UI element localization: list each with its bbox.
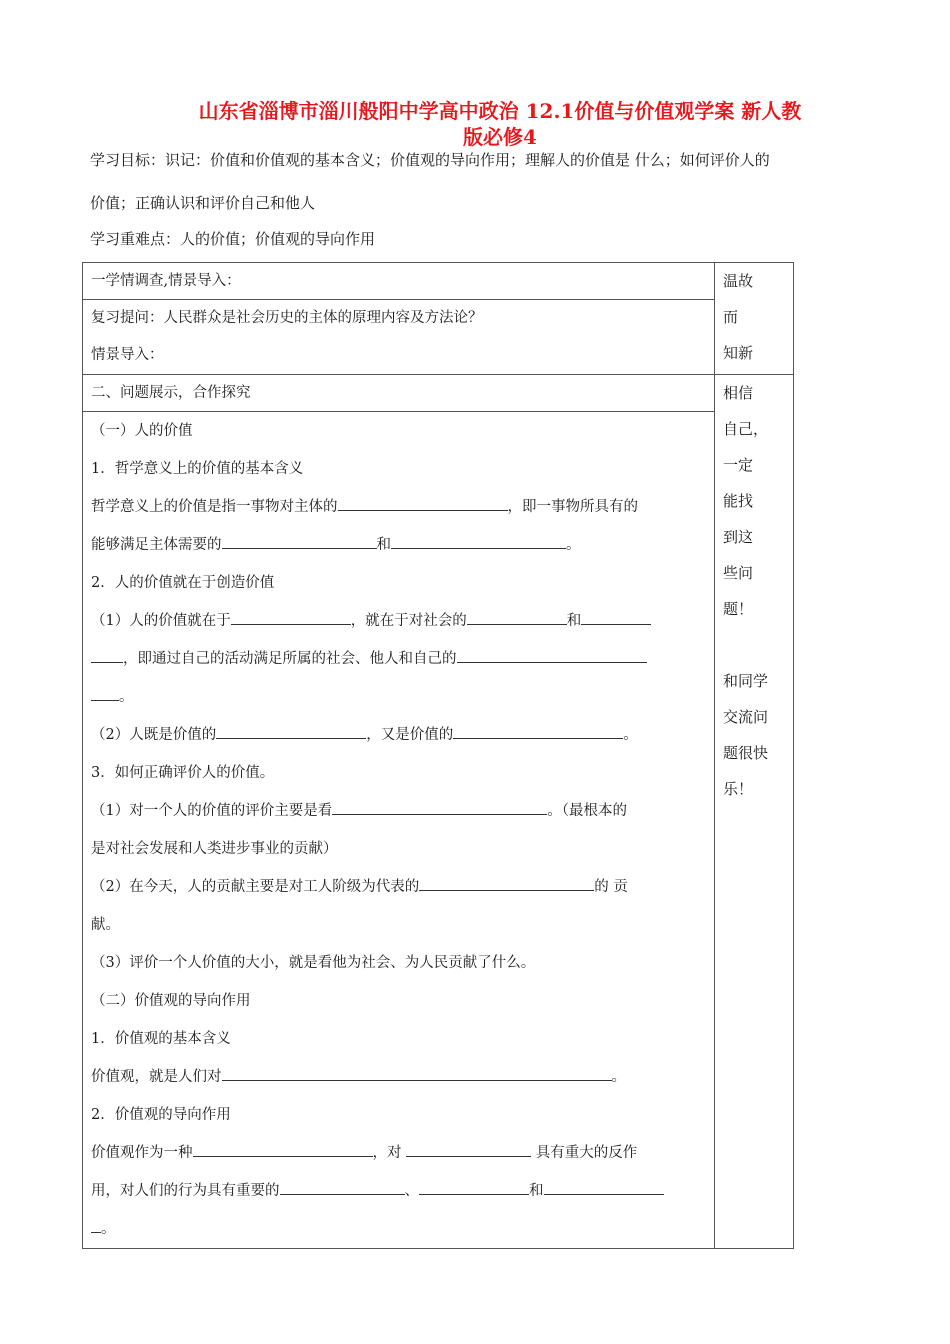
question-1-heading: 1．哲学意义上的价值的基本含义 <box>91 461 304 477</box>
question-2-line-1 <box>83 602 714 640</box>
text: 具有重大的反作 <box>531 1145 638 1161</box>
fill-blank[interactable] <box>91 1216 101 1233</box>
key-points: 学习重难点：人的价值；价值观的导向作用 <box>90 230 376 248</box>
fill-blank[interactable] <box>222 1064 612 1081</box>
title-line-1: 山东省淄博市淄川般阳中学高中政治 12.1价值与价值观学案 新人教 <box>198 99 802 123</box>
side-note-2 <box>715 375 793 807</box>
text: 、 <box>404 1183 419 1199</box>
text: 。 <box>101 1221 116 1237</box>
question-2-heading: 2．人的价值就在于创造价值 <box>91 575 275 591</box>
fill-blank[interactable] <box>222 532 377 549</box>
values-question-2-line-3 <box>83 1210 714 1248</box>
fill-blank[interactable] <box>216 722 366 739</box>
fill-blank[interactable] <box>581 608 651 625</box>
fill-blank[interactable] <box>457 646 647 663</box>
text: 和 <box>566 613 582 629</box>
subsection-human-value: （一）人的价值 <box>91 423 193 439</box>
text: ，对 <box>372 1145 407 1161</box>
fill-blank[interactable] <box>338 494 508 511</box>
question-3-line-3 <box>83 868 714 906</box>
side-note-2-spacer <box>723 627 793 663</box>
fill-blank[interactable] <box>91 646 123 663</box>
side-note-2-line: 一定 <box>723 456 754 474</box>
fill-blank[interactable] <box>280 1178 405 1195</box>
text: （1）对一个人的价值的评价主要是看 <box>91 803 333 819</box>
side-note-2-line: 题！ <box>723 600 754 618</box>
text: 。 <box>611 1069 626 1085</box>
side-note-2-line: 题很快 <box>723 744 769 762</box>
values-question-2-line-1 <box>83 1134 714 1172</box>
text: ，即一事物所具有的 <box>507 499 638 515</box>
subsection-values-guidance: （二）价值观的导向作用 <box>91 993 251 1009</box>
study-sheet-table <box>82 262 794 1249</box>
question-1-line-2 <box>83 526 714 564</box>
text: 哲学意义上的价值是指一事物对主体的 <box>91 499 338 515</box>
side-note-2-line: 些问 <box>723 564 754 582</box>
side-note-1-line: 而 <box>723 308 739 326</box>
question-3-line-5: （3）评价一个人价值的大小，就是看他为社会、为人民贡献了什么。 <box>91 955 536 971</box>
text: 和 <box>529 1183 544 1199</box>
review-cell <box>83 300 715 375</box>
text: 能够满足主体需要的 <box>91 537 222 553</box>
fill-blank[interactable] <box>544 1178 664 1195</box>
text: ，又是价值的 <box>366 727 454 743</box>
text: （2）人既是价值的 <box>91 727 217 743</box>
side-note-1 <box>715 263 793 371</box>
side-note-2-line: 和同学 <box>723 672 769 690</box>
fill-blank[interactable] <box>419 874 594 891</box>
exercise-cell <box>83 412 715 1249</box>
learning-goals-line-2: 价值；正确认识和评价自己和他人 <box>90 194 316 212</box>
text: ，就在于对社会的 <box>350 613 467 629</box>
values-question-1-heading: 1．价值观的基本含义 <box>91 1031 231 1047</box>
question-2-line-2 <box>83 640 714 678</box>
text: ，即通过自己的活动满足所属的社会、他人和自己的 <box>123 651 457 667</box>
side-note-1-line: 知新 <box>723 344 754 362</box>
side-note-cell-2 <box>715 375 794 1249</box>
text: （2）在今天，人的贡献主要是对工人阶级为代表的 <box>91 879 420 895</box>
scenario-intro: 情景导入： <box>91 347 164 363</box>
text: 。 <box>119 689 134 705</box>
fill-blank[interactable] <box>91 684 119 701</box>
side-note-2-line: 自己， <box>723 420 769 438</box>
values-question-1-line <box>83 1058 714 1096</box>
side-note-2-line: 乐！ <box>723 780 754 798</box>
review-question: 复习提问：人民群众是社会历史的主体的原理内容及方法论？ <box>91 310 483 326</box>
side-note-2-line: 到这 <box>723 528 754 546</box>
fill-blank[interactable] <box>419 1178 529 1195</box>
question-2-line-4 <box>83 716 714 754</box>
side-note-1-line: 温故 <box>723 272 754 290</box>
text: 。（最根本的 <box>547 803 627 819</box>
values-question-2-heading: 2．价值观的导向作用 <box>91 1107 231 1123</box>
text: （1）人的价值就在于 <box>91 613 231 629</box>
question-1-line-1 <box>83 488 714 526</box>
side-note-2-line: 交流问 <box>723 708 769 726</box>
section-explore-heading: 二、问题展示，合作探究 <box>91 385 251 401</box>
text: 价值观作为一种 <box>91 1145 193 1161</box>
question-2-line-3 <box>83 678 714 716</box>
fill-blank[interactable] <box>231 608 351 625</box>
question-3-line-1 <box>83 792 714 830</box>
text: 用，对人们的行为具有重要的 <box>91 1183 280 1199</box>
question-3-heading: 3．如何正确评价人的价值。 <box>91 765 275 781</box>
text: 价值观，就是人们对 <box>91 1069 222 1085</box>
section-intro-header-cell <box>83 263 715 300</box>
side-note-2-line: 相信 <box>723 384 754 402</box>
fill-blank[interactable] <box>332 798 547 815</box>
section-explore-header-cell <box>83 375 715 412</box>
fill-blank[interactable] <box>193 1140 373 1157</box>
question-3-line-2: 是对社会发展和人类进步事业的贡献） <box>91 841 338 857</box>
text: 。 <box>566 537 581 553</box>
learning-goals-line-1: 学习目标：识记：价值和价值观的基本含义；价值观的导向作用；理解人的价值是 什么；如何评价人的 <box>90 151 770 169</box>
text: 的 贡 <box>594 879 628 895</box>
fill-blank[interactable] <box>467 608 567 625</box>
side-note-2-line: 能找 <box>723 492 754 510</box>
fill-blank[interactable] <box>453 722 623 739</box>
text: 和 <box>376 537 391 553</box>
values-question-2-line-2 <box>83 1172 714 1210</box>
side-note-cell-1 <box>715 263 794 375</box>
question-3-line-4: 献。 <box>91 917 120 933</box>
document-title <box>110 98 890 150</box>
title-line-2: 版必修4 <box>463 125 537 149</box>
fill-blank[interactable] <box>391 532 566 549</box>
section-intro-heading: 一学情调查,情景导入： <box>91 273 241 289</box>
text: 。 <box>623 727 638 743</box>
fill-blank[interactable] <box>406 1140 531 1157</box>
